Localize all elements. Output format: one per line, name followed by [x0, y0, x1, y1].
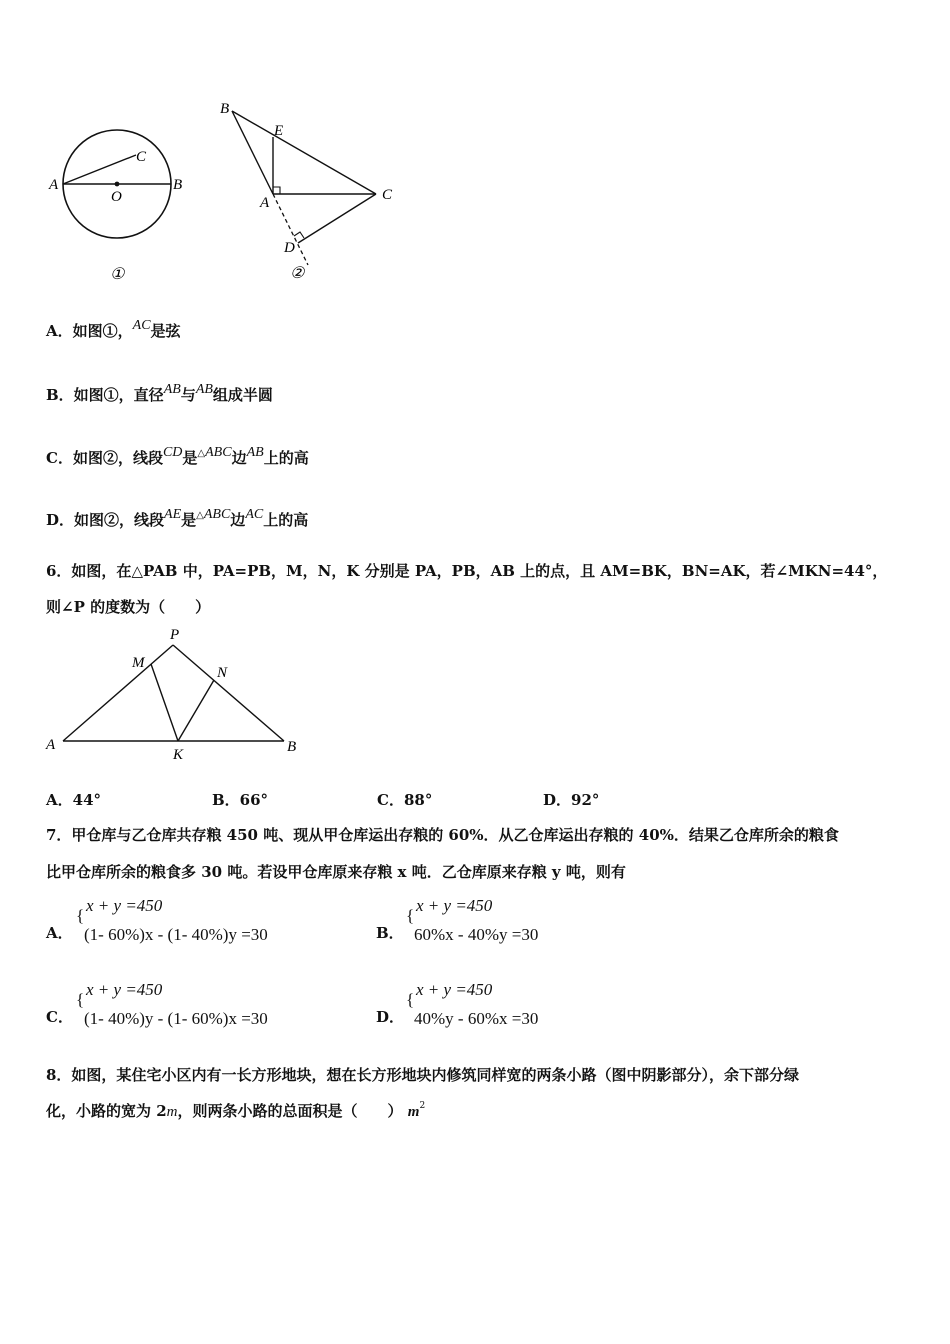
label-C: C [136, 149, 147, 165]
q6-stem-line1: 6．如图，在△PAB 中，PA=PB，M，N，K 分别是 PA，PB，AB 上的点，且 AM=BK，BN=AK，若∠MKN=44°， [46, 562, 888, 580]
q6-figure [40, 625, 305, 765]
side-ap [63, 645, 173, 741]
q6-option-b: B．66° [212, 791, 269, 809]
right-angle-a [273, 187, 280, 194]
q7-option-b-brace: { [406, 906, 415, 925]
q7-option-c-eq1: x + y =450 [86, 980, 163, 999]
figure-2-triangle [210, 95, 410, 285]
q7-option-d-brace: { [406, 990, 415, 1009]
segment-mk [151, 664, 178, 741]
q7-option-a-brace: { [76, 906, 85, 925]
q5-option-b: B．如图①，直径AB与AB组成半圆 [46, 382, 273, 404]
q7-option-c-label: C． [46, 1008, 73, 1026]
label-E: E [274, 123, 284, 139]
q7-option-d-eq2: 40%y - 60%x =30 [414, 1009, 539, 1028]
figure-2-caption: ② [290, 265, 305, 282]
q7-stem-line2: 比甲仓库所余的粮食多 30 吨。若设甲仓库原来存粮 x 吨．乙仓库原来存粮 y 吨，则有 [46, 863, 626, 881]
q7-option-a-label: A． [46, 924, 73, 942]
q7-option-c-brace: { [76, 990, 85, 1009]
q7-option-d-eq1: x + y =450 [416, 980, 493, 999]
side-pb [173, 645, 284, 741]
label-C: C [382, 187, 393, 203]
figure-1-circle [40, 115, 200, 290]
q6-stem-line2: 则∠P 的度数为（ ） [46, 598, 211, 616]
label-N: N [217, 665, 228, 681]
label-A: A [260, 195, 270, 211]
q5-option-a: A．如图①，AC是弦 [46, 318, 181, 340]
q8-stem-line2: 化，小路的宽为 2m，则两条小路的总面积是（ ） $m^2$ [46, 1101, 426, 1120]
label-M: M [132, 655, 145, 671]
q7-option-a-eq1: x + y =450 [86, 896, 163, 915]
q6-option-c: C．88° [377, 791, 433, 809]
label-A: A [46, 737, 56, 753]
q6-option-a: A．44° [46, 791, 102, 809]
q7-stem-line1: 7．甲仓库与乙仓库共存粮 450 吨、现从甲仓库运出存粮的 60%．从乙仓库运出存粮的 40%．结果乙仓库所余的粮食 [46, 826, 839, 844]
q7-option-b-label: B． [376, 924, 404, 942]
label-A: A [49, 177, 59, 193]
q7-option-c-eq2: (1- 40%)y - (1- 60%)x =30 [84, 1009, 268, 1028]
center-dot [115, 182, 120, 187]
label-D: D [284, 240, 295, 256]
right-angle-d [294, 232, 304, 238]
q5-option-d: D．如图②，线段AE是△ABC边AC上的高 [46, 507, 309, 529]
q5-option-c: C．如图②，线段CD是△ABC边AB上的高 [46, 445, 309, 467]
label-B: B [173, 177, 183, 193]
q7-option-b-eq2: 60%x - 40%y =30 [414, 925, 539, 944]
q8-stem-line1: 8．如图，某住宅小区内有一长方形地块，想在长方形地块内修筑同样宽的两条小路（图中阴影部分），余下部分绿 [46, 1066, 799, 1084]
figure-1-caption: ① [110, 266, 125, 283]
label-P: P [170, 627, 180, 643]
q7-option-a-eq2: (1- 60%)x - (1- 40%)y =30 [84, 925, 268, 944]
segment-cd [298, 194, 376, 243]
label-B: B [287, 739, 297, 755]
q6-option-d: D．92° [543, 791, 600, 809]
label-B: B [220, 101, 230, 117]
label-K: K [173, 747, 184, 763]
label-O: O [111, 189, 122, 205]
side-bc [232, 111, 376, 194]
segment-kn [178, 680, 214, 741]
q7-option-d-label: D． [376, 1008, 405, 1026]
chord-ac [63, 155, 136, 184]
q7-option-b-eq1: x + y =450 [416, 896, 493, 915]
